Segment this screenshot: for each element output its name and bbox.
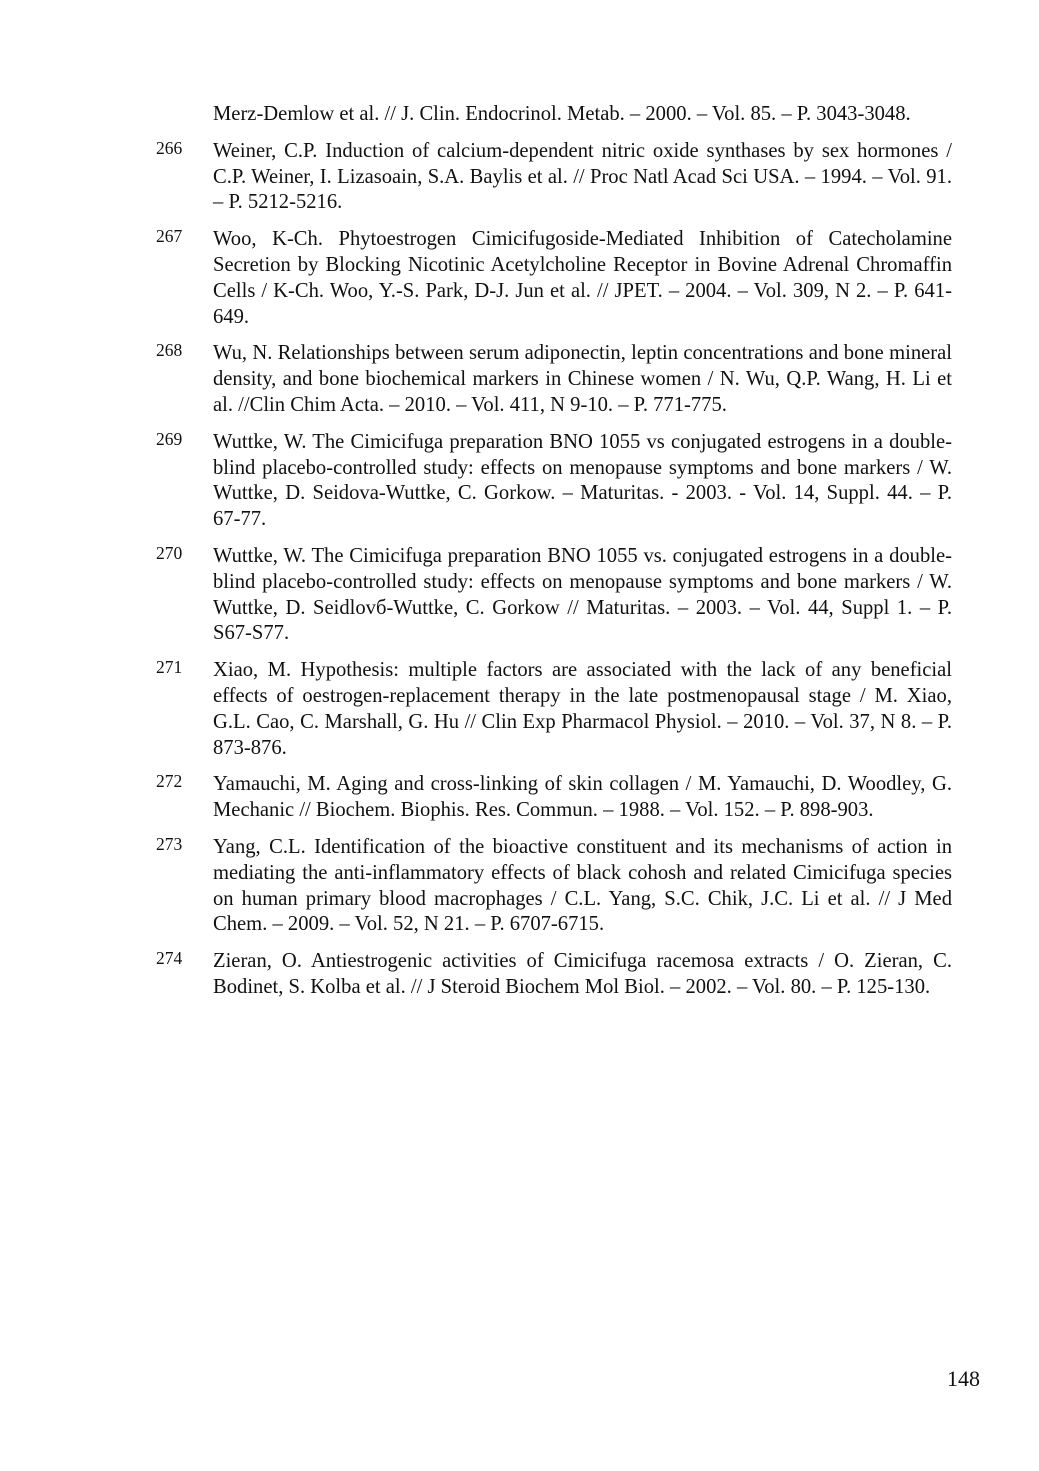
- reference-text: Woo, K-Ch. Phytoestrogen Cimicifugoside-Mediated Inhibition of Catecholamine Secretion by Blocking Nicotinic Acetylcholine Receptor in Bovine Adrenal Chromaffin Cells / K-Ch. Woo, Y.-S. Park, D-J. Jun et al. // JPET. – 2004. – Vol. 309, N 2. – P. 641-649.: [213, 228, 952, 328]
- reference-item: [156, 835, 952, 938]
- reference-number: 266: [156, 137, 183, 158]
- reference-number: 270: [156, 542, 183, 563]
- reference-number: 269: [156, 428, 183, 449]
- reference-text: Merz-Demlow et al. // J. Clin. Endocrinol. Metab. – 2000. – Vol. 85. – P. 3043-3048.: [213, 103, 911, 125]
- reference-list: [156, 102, 952, 1012]
- reference-item: [156, 102, 952, 128]
- reference-item: [156, 139, 952, 216]
- reference-number: 272: [156, 771, 183, 792]
- reference-text: Xiao, M. Hypothesis: multiple factors are associated with the lack of any beneficial effects of oestrogen-replacement therapy in the late postmenopausal stage / M. Xiao, G.L. Cao, C. Marshall, G. Hu // Clin Exp Pharmacol Physiol. – 2010. – Vol. 37, N 8. – P. 873-876.: [213, 659, 952, 759]
- reference-number: 274: [156, 948, 183, 969]
- reference-item: [156, 544, 952, 647]
- reference-number: 271: [156, 657, 183, 678]
- reference-text: Wu, N. Relationships between serum adiponectin, leptin concentrations and bone mineral density, and bone biochemical markers in Chinese women / N. Wu, Q.P. Wang, H. Li et al. //Clin Chim Acta. – 2010. – Vol. 411, N 9-10. – P. 771-775.: [213, 342, 952, 416]
- reference-number: 273: [156, 833, 183, 854]
- reference-item: [156, 949, 952, 1001]
- reference-text: Yang, C.L. Identification of the bioactive constituent and its mechanisms of action in mediating the anti-inflammatory effects of black cohosh and related Cimicifuga species on human primary blood macrophages / C.L. Yang, S.C. Chik, J.C. Li et al. // J Med Chem. – 2009. – Vol. 52, N 21. – P. 6707-6715.: [213, 835, 952, 936]
- reference-item: [156, 772, 952, 824]
- reference-text: Wuttke, W. The Cimicifuga preparation BNO 1055 vs conjugated estrogens in a double-blind placebo-controlled study: effects on menopause symptoms and bone markers / W. Wuttke, D. Seidova-Wuttke, C. Gorkow. – Maturitas. - 2003. - Vol. 14, Suppl. 44. – P. 67-77.: [213, 430, 952, 531]
- reference-item: [156, 658, 952, 761]
- reference-item: [156, 341, 952, 418]
- reference-number: 268: [156, 340, 183, 361]
- reference-item: [156, 227, 952, 330]
- page-number: 148: [947, 1366, 980, 1391]
- reference-text: Weiner, C.P. Induction of calcium-dependent nitric oxide synthases by sex hormones / C.P. Weiner, I. Lizasoain, S.A. Baylis et al. // Proc Natl Acad Sci USA. – 1994. – Vol. 91. – P. 5212-5216.: [213, 139, 952, 214]
- reference-text: Wuttke, W. The Cimicifuga preparation BNO 1055 vs. conjugated estrogens in a double-blind placebo-controlled study: effects on menopause symptoms and bone markers / W. Wuttke, D. Seidlovб-Wuttke, C. Gorkow // Maturitas. – 2003. – Vol. 44, Suppl 1. – P. S67-S77.: [213, 544, 952, 645]
- reference-text: Zieran, O. Antiestrogenic activities of Cimicifuga racemosa extracts / O. Zieran, C. Bodinet, S. Kolba et al. // J Steroid Biochem Mol Biol. – 2002. – Vol. 80. – P. 125-130.: [213, 950, 952, 998]
- reference-text: Yamauchi, M. Aging and cross-linking of skin collagen / M. Yamauchi, D. Woodley, G. Mechanic // Biochem. Biophis. Res. Commun. – 1988. – Vol. 152. – P. 898-903.: [213, 773, 952, 822]
- reference-item: [156, 430, 952, 533]
- reference-number: 267: [156, 226, 183, 247]
